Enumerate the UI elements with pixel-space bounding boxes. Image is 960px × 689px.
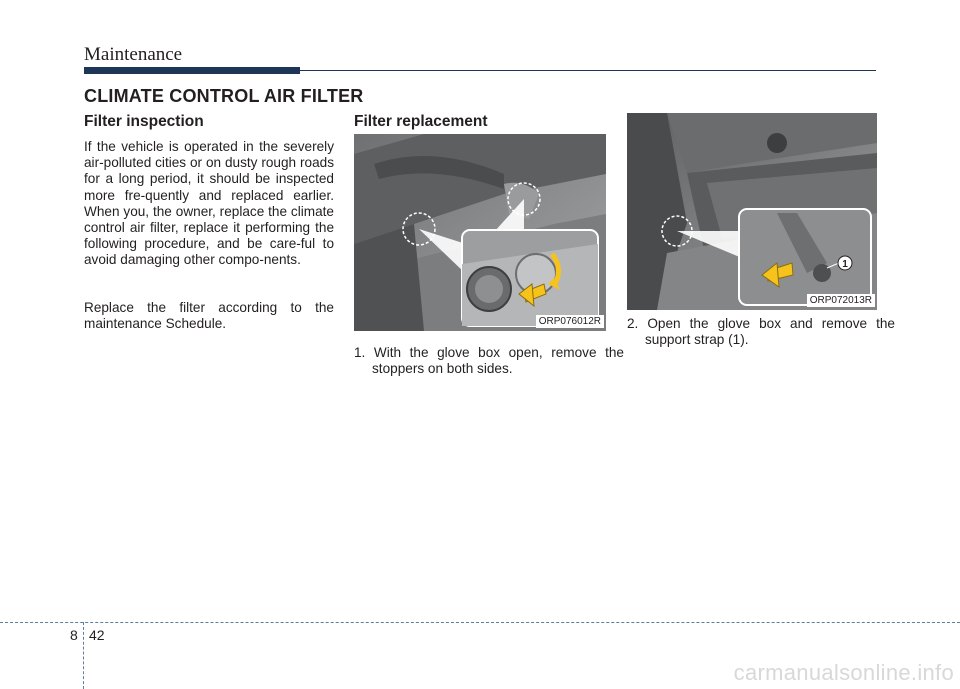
figure-glove-box-stoppers bbox=[354, 134, 606, 331]
page-number: 42 bbox=[89, 627, 105, 643]
inspection-paragraph-1: If the vehicle is operated in the severely air-polluted cities or on dusty rough roads for a long period, it should be inspected more fre-quently and replaced earlier. When you, the owner, replace the climate control air filter, replace it performing the following procedure, and be care-ful to avoid damaging other compo-nents. bbox=[84, 139, 334, 268]
step-2-text: 2. Open the glove box and remove the support strap (1). bbox=[627, 316, 895, 348]
inspection-heading: Filter inspection bbox=[84, 113, 204, 130]
callout-number: 1 bbox=[842, 259, 848, 270]
figure-2-code: ORP072013R bbox=[807, 294, 875, 307]
support-strap-illustration bbox=[627, 113, 877, 310]
footer-rule bbox=[0, 622, 960, 623]
section-title: CLIMATE CONTROL AIR FILTER bbox=[84, 86, 364, 106]
chapter-number: 8 bbox=[70, 627, 78, 643]
replacement-heading: Filter replacement bbox=[354, 113, 488, 130]
figure-support-strap bbox=[627, 113, 877, 310]
header-accent-bar bbox=[84, 67, 300, 74]
inspection-paragraph-2: Replace the filter according to the maintenance Schedule. bbox=[84, 300, 334, 332]
footer-divider bbox=[83, 622, 84, 689]
glove-box-stoppers-illustration bbox=[354, 134, 606, 331]
header-rule bbox=[300, 70, 876, 71]
watermark: carmanualsonline.info bbox=[733, 660, 954, 685]
step-1-text: 1. With the glove box open, remove the stoppers on both sides. bbox=[354, 345, 624, 377]
header-label: Maintenance bbox=[84, 44, 183, 65]
figure-1-code: ORP076012R bbox=[536, 315, 604, 328]
